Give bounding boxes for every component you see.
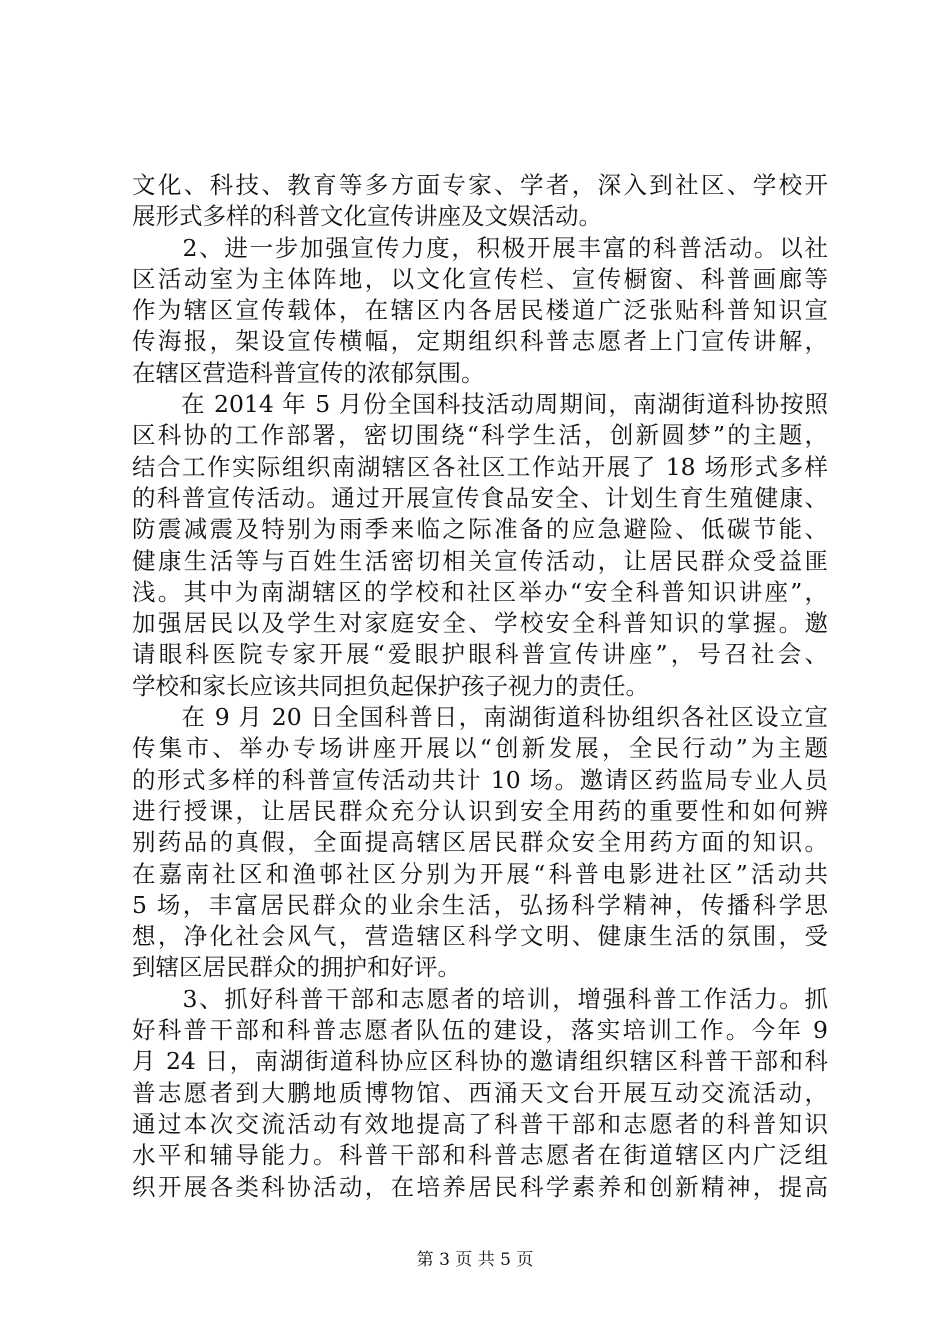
- text-line: 展形式多样的科普文化宣传讲座及文娱活动。: [132, 202, 602, 231]
- text-line: 传集市、举办专场讲座开展以“创新发展，全民行动”为主题: [132, 734, 828, 763]
- page-footer: 第 3 页 共 5 页: [416, 1250, 534, 1270]
- text-line: 在辖区营造科普宣传的浓郁氛围。: [132, 358, 485, 387]
- document-body: [132, 170, 828, 1203]
- text-line: 结合工作实际组织南湖辖区各社区工作站开展了 18 场形式多样: [132, 452, 828, 481]
- text-line: 健康生活等与百姓生活密切相关宣传活动，让居民群众受益匪: [132, 546, 828, 575]
- text-line: 到辖区居民群众的拥护和好评。: [132, 953, 461, 982]
- text-line: 传海报，架设宣传横幅，定期组织科普志愿者上门宣传讲解，: [132, 327, 828, 356]
- text-line: 浅。其中为南湖辖区的学校和社区举办“安全科普知识讲座”，: [132, 577, 828, 606]
- text-line: 在 9 月 20 日全国科普日，南湖街道科协组织各社区设立宣: [132, 703, 828, 732]
- text-line: 区科协的工作部署，密切围绕“科学生活，创新圆梦”的主题，: [132, 421, 828, 450]
- text-line: 通过本次交流活动有效地提高了科普干部和志愿者的科普知识: [132, 1109, 828, 1138]
- text-line: 别药品的真假，全面提高辖区居民群众安全用药方面的知识。: [132, 828, 828, 857]
- text-line: 好科普干部和科普志愿者队伍的建设，落实培训工作。今年 9: [132, 1016, 828, 1045]
- text-line: 5 场，丰富居民群众的业余生活，弘扬科学精神，传播科学思: [132, 890, 828, 919]
- text-line: 的形式多样的科普宣传活动共计 10 场。邀请区药监局专业人员: [132, 765, 828, 794]
- text-line: 区活动室为主体阵地，以文化宣传栏、宣传橱窗、科普画廊等: [132, 264, 828, 293]
- text-line: 防震减震及特别为雨季来临之际准备的应急避险、低碳节能、: [132, 515, 828, 544]
- text-line: 请眼科医院专家开展“爱眼护眼科普宣传讲座”，号召社会、: [132, 640, 828, 669]
- text-line: 水平和辅导能力。科普干部和科普志愿者在街道辖区内广泛组: [132, 1141, 828, 1170]
- text-line: 2、进一步加强宣传力度，积极开展丰富的科普活动。以社: [132, 233, 828, 262]
- text-line: 在嘉南社区和渔邨社区分别为开展“科普电影进社区”活动共: [132, 859, 828, 888]
- text-line: 的科普宣传活动。通过开展宣传食品安全、计划生育生殖健康、: [132, 483, 828, 512]
- text-line: 3、抓好科普干部和志愿者的培训，增强科普工作活力。抓: [132, 984, 828, 1013]
- text-line: 在 2014 年 5 月份全国科技活动周期间，南湖街道科协按照: [132, 390, 828, 419]
- text-line: 作为辖区宣传载体，在辖区内各居民楼道广泛张贴科普知识宣: [132, 296, 828, 325]
- text-line: 加强居民以及学生对家庭安全、学校安全科普知识的掌握。邀: [132, 609, 828, 638]
- text-line: 月 24 日，南湖街道科协应区科协的邀请组织辖区科普干部和科: [132, 1047, 828, 1076]
- text-line: 学校和家长应该共同担负起保护孩子视力的责任。: [132, 671, 649, 700]
- text-line: 想，净化社会风气，营造辖区科学文明、健康生活的氛围，受: [132, 922, 828, 951]
- text-line: 普志愿者到大鹏地质博物馆、西涌天文台开展互动交流活动，: [132, 1078, 828, 1107]
- text-line: 文化、科技、教育等多方面专家、学者，深入到社区、学校开: [132, 171, 828, 199]
- text-line: 进行授课，让居民群众充分认识到安全用药的重要性和如何辨: [132, 796, 828, 825]
- text-line: 织开展各类科协活动，在培养居民科学素养和创新精神，提高: [132, 1172, 828, 1201]
